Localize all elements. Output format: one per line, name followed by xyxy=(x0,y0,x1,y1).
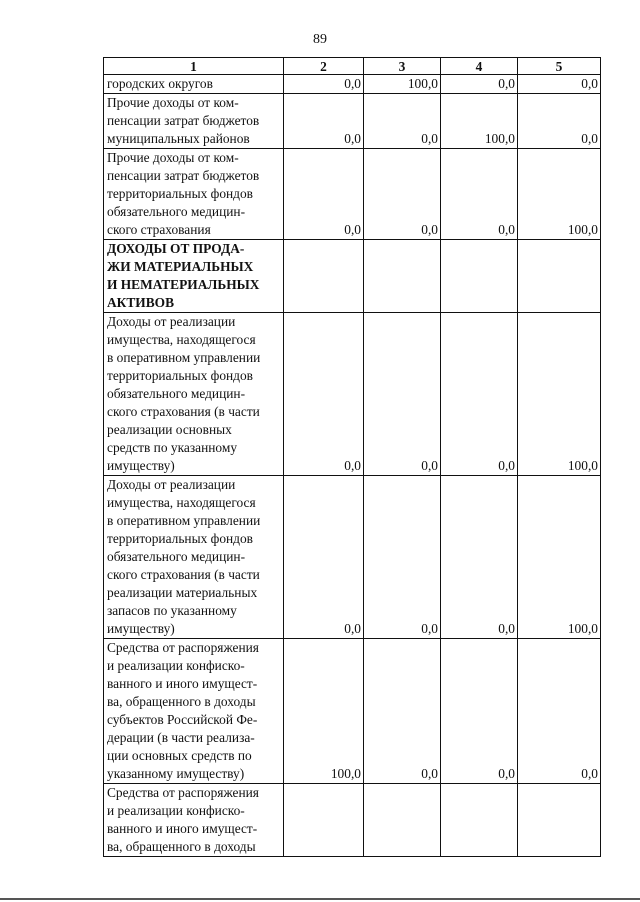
page-bottom-edge xyxy=(0,898,640,900)
column-header-5: 5 xyxy=(518,58,601,75)
row-value-col-5: 100,0 xyxy=(518,476,601,639)
row-value-col-3 xyxy=(364,240,441,313)
row-label: Средства от распоряжения и реализации конфиско- ванного и иного имущест- ва, обращенного в доходы xyxy=(104,784,284,857)
column-header-2: 2 xyxy=(284,58,364,75)
table-row xyxy=(104,149,601,240)
row-value-col-2 xyxy=(284,240,364,313)
row-value-col-4 xyxy=(441,240,518,313)
row-label: Прочие доходы от ком- пенсации затрат бюджетов территориальных фондов обязательного медицин- ского страхования xyxy=(104,149,284,240)
row-value-col-2 xyxy=(284,784,364,857)
table-row xyxy=(104,75,601,94)
row-value-col-4 xyxy=(441,784,518,857)
row-label: ДОХОДЫ ОТ ПРОДА- ЖИ МАТЕРИАЛЬНЫХ И НЕМАТЕРИАЛЬНЫХ АКТИВОВ xyxy=(104,240,284,313)
row-value-col-2: 0,0 xyxy=(284,476,364,639)
row-value-col-4: 0,0 xyxy=(441,149,518,240)
row-value-col-5: 0,0 xyxy=(518,75,601,94)
row-value-col-3 xyxy=(364,784,441,857)
row-value-col-3: 0,0 xyxy=(364,149,441,240)
column-header-3: 3 xyxy=(364,58,441,75)
row-value-col-5: 0,0 xyxy=(518,94,601,149)
row-value-col-3: 0,0 xyxy=(364,94,441,149)
column-header-4: 4 xyxy=(441,58,518,75)
row-label: Прочие доходы от ком- пенсации затрат бюджетов муниципальных районов xyxy=(104,94,284,149)
page-number: 89 xyxy=(313,32,327,47)
row-label: Средства от распоряжения и реализации конфиско- ванного и иного имущест- ва, обращенного в доходы субъектов Российской Фе- дерации (в части реализа- ции основных средств по указанному имуществу) xyxy=(104,639,284,784)
row-value-col-2: 0,0 xyxy=(284,149,364,240)
row-value-col-5: 0,0 xyxy=(518,639,601,784)
table-row xyxy=(104,94,601,149)
table-body xyxy=(104,75,601,857)
table-row xyxy=(104,476,601,639)
row-value-col-4: 0,0 xyxy=(441,476,518,639)
row-value-col-2: 0,0 xyxy=(284,75,364,94)
table-row xyxy=(104,784,601,857)
row-value-col-3: 0,0 xyxy=(364,639,441,784)
row-label: городских округов xyxy=(104,75,284,94)
row-value-col-2: 100,0 xyxy=(284,639,364,784)
row-value-col-5 xyxy=(518,240,601,313)
row-value-col-5: 100,0 xyxy=(518,313,601,476)
row-value-col-2: 0,0 xyxy=(284,94,364,149)
row-value-col-2: 0,0 xyxy=(284,313,364,476)
table-row xyxy=(104,240,601,313)
row-value-col-5: 100,0 xyxy=(518,149,601,240)
row-value-col-4: 0,0 xyxy=(441,313,518,476)
row-value-col-3: 0,0 xyxy=(364,476,441,639)
table-row xyxy=(104,313,601,476)
row-value-col-3: 100,0 xyxy=(364,75,441,94)
row-value-col-3: 0,0 xyxy=(364,313,441,476)
table-header-row xyxy=(104,58,601,75)
row-label: Доходы от реализации имущества, находящегося в оперативном управлении территориальных фондов обязательного медицин- ского страхования (в части реализации основных средств по указанному имуществу) xyxy=(104,313,284,476)
row-value-col-4: 0,0 xyxy=(441,639,518,784)
column-header-1: 1 xyxy=(104,58,284,75)
revenue-distribution-table xyxy=(103,57,601,857)
row-value-col-4: 0,0 xyxy=(441,75,518,94)
row-label: Доходы от реализации имущества, находящегося в оперативном управлении территориальных фондов обязательного медицин- ского страхования (в части реализации материальных запасов по указанному имуществу) xyxy=(104,476,284,639)
table-row xyxy=(104,639,601,784)
row-value-col-4: 100,0 xyxy=(441,94,518,149)
row-value-col-5 xyxy=(518,784,601,857)
